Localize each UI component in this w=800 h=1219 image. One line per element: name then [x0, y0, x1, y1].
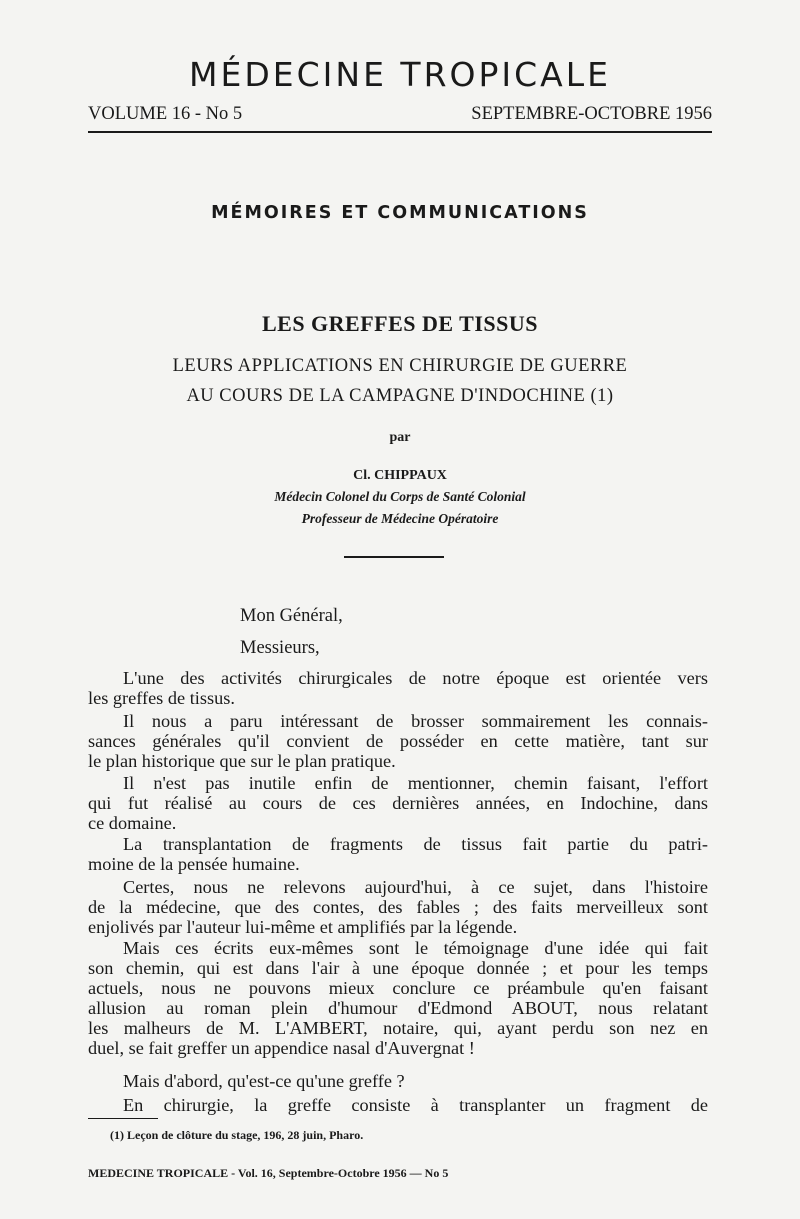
body-line: Il n'est pas inutile enfin de mentionner, chemin faisant, l'effort: [123, 773, 708, 793]
body-line: L'une des activités chirurgicales de notre époque est orientée vers: [123, 668, 708, 688]
salutation-general: Mon Général,: [240, 606, 343, 626]
footnote-rule: [88, 1118, 158, 1119]
article-subtitle-line-1: LEURS APPLICATIONS EN CHIRURGIE DE GUERRE: [172, 356, 628, 376]
article-subtitle-line-2: AU COURS DE LA CAMPAGNE D'INDOCHINE (1): [186, 386, 614, 406]
journal-title: MÉDECINE TROPICALE: [189, 55, 611, 94]
body-line: enjolivés par l'auteur lui-même et amplifiés par la légende.: [88, 917, 518, 937]
salutation-messieurs: Messieurs,: [240, 638, 320, 658]
header-rule: [88, 131, 712, 133]
body-line: Mais ces écrits eux-mêmes sont le témoignage d'une idée qui fait: [123, 938, 708, 958]
body-line: son chemin, qui est dans l'air à une époque donnée ; et pour les temps: [88, 958, 708, 978]
body-line: de la médecine, que des contes, des fables ; des faits merveilleux sont: [88, 897, 708, 917]
body-line: La transplantation de fragments de tissus fait partie du patri-: [123, 834, 708, 854]
by-label: par: [389, 430, 411, 445]
body-line: actuels, nous ne pouvons mieux conclure ce préambule qu'en faisant: [88, 978, 708, 998]
body-line: allusion au roman plein d'humour d'Edmond ABOUT, nous relatant: [88, 998, 708, 1018]
section-heading: MÉMOIRES ET COMMUNICATIONS: [211, 203, 589, 223]
body-line: En chirurgie, la greffe consiste à transplanter un fragment de: [123, 1095, 708, 1115]
running-footer: MEDECINE TROPICALE - Vol. 16, Septembre-Octobre 1956 — No 5: [88, 1166, 449, 1180]
footnote: (1) Leçon de clôture du stage, 196, 28 juin, Pharo.: [110, 1128, 364, 1142]
body-line: les malheurs de M. L'AMBERT, notaire, qui, ayant perdu son nez en: [88, 1018, 708, 1038]
issue-date: SEPTEMBRE-OCTOBRE 1956: [471, 104, 712, 124]
separator-rule: [344, 556, 444, 558]
body-line: Mais d'abord, qu'est-ce qu'une greffe ?: [123, 1071, 405, 1091]
body-line: duel, se fait greffer un appendice nasal d'Auvergnat !: [88, 1038, 475, 1058]
body-line: qui fut réalisé au cours de ces dernières années, en Indochine, dans: [88, 793, 708, 813]
body-line: sances générales qu'il convient de posséder en cette matière, tant sur: [88, 731, 708, 751]
body-line: le plan historique que sur le plan pratique.: [88, 751, 396, 771]
issue-line: [88, 104, 712, 125]
body-line: Certes, nous ne relevons aujourd'hui, à ce sujet, dans l'histoire: [123, 877, 708, 897]
article-title: LES GREFFES DE TISSUS: [261, 311, 539, 336]
body-line: moine de la pensée humaine.: [88, 854, 300, 874]
author-affiliation-1: Médecin Colonel du Corps de Santé Colonial: [274, 489, 526, 504]
body-line: les greffes de tissus.: [88, 688, 235, 708]
body-line: Il nous a paru intéressant de brosser sommairement les connais-: [123, 711, 708, 731]
volume-number: VOLUME 16 - No 5: [88, 104, 243, 124]
author-name: Cl. CHIPPAUX: [353, 468, 447, 483]
author-affiliation-2: Professeur de Médecine Opératoire: [301, 511, 499, 526]
body-line: ce domaine.: [88, 813, 177, 833]
